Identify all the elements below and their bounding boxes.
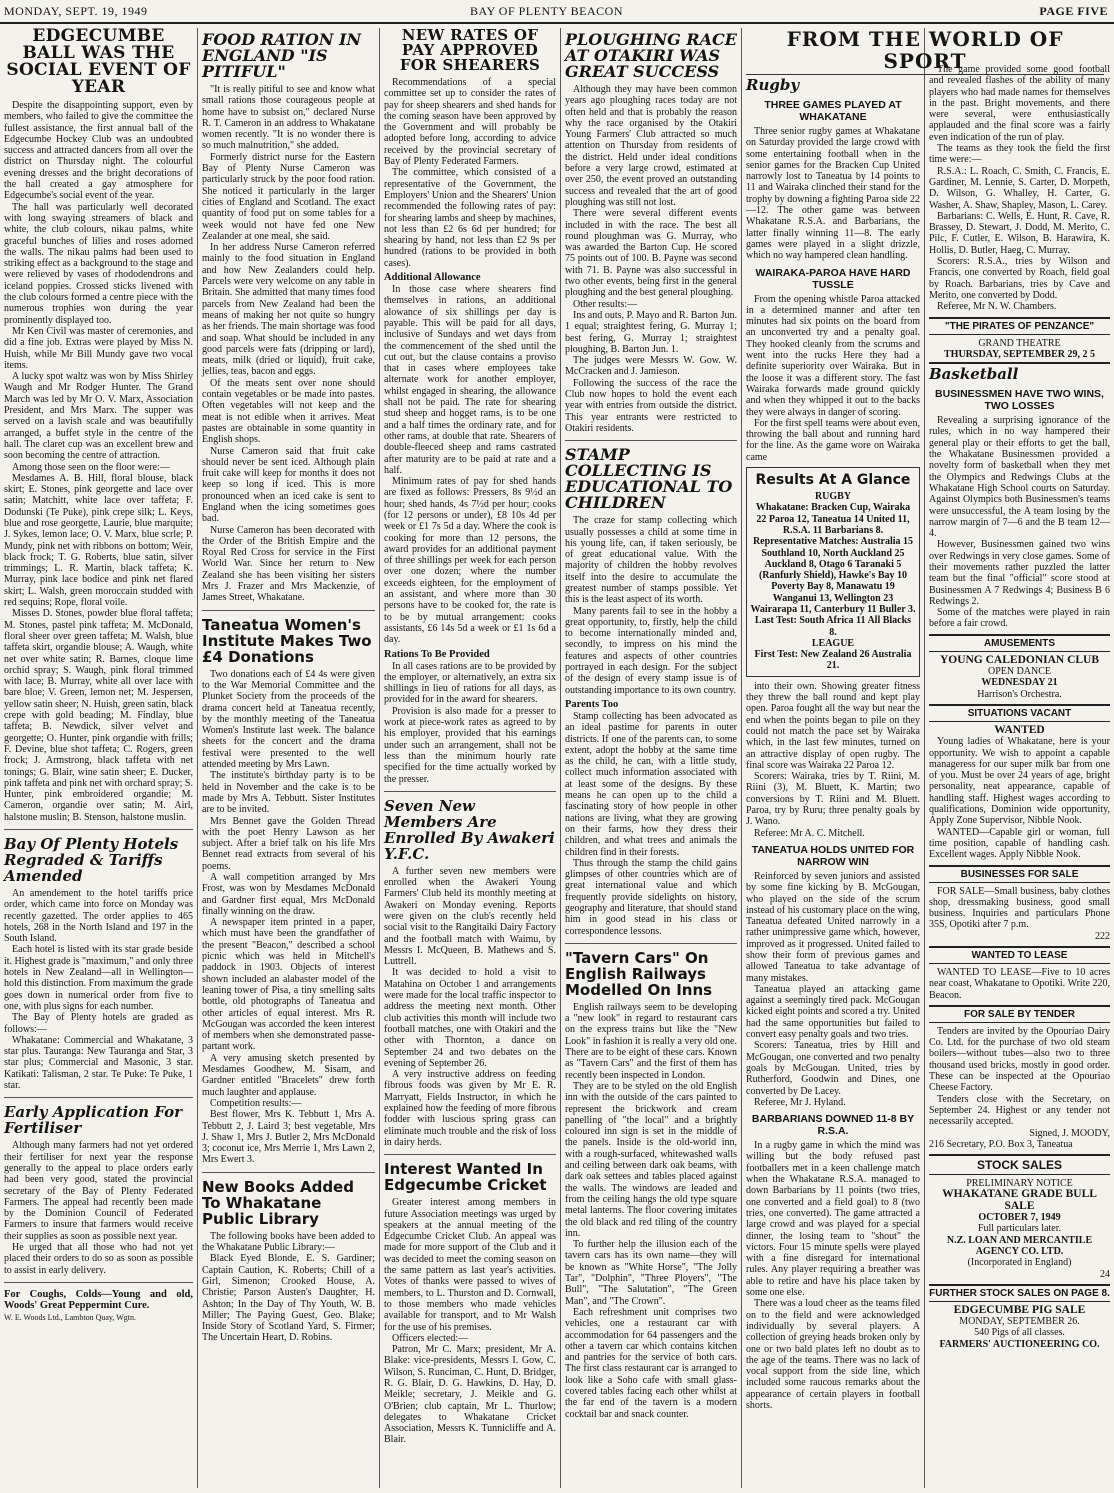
article-paragraph: It was decided to hold a visit to Matahina on October 1 and arrangements were made for the local traffic inspector to address the meeting next month. Other club activities this month will include two football matches, one with Otakiri and the other with Thornton, a dance on September 24 and two debates on the evening of September 26. [384, 967, 556, 1069]
headline-stamp-collecting: STAMP COLLECTING IS EDUCATIONAL TO CHILDREN [565, 445, 733, 513]
column-1 [4, 28, 193, 1490]
ad-line: OCTOBER 7, 1949 [978, 1212, 1061, 1224]
classified-text: WANTED TO LEASE—Five to 10 acres near coast, Whakatane to Opotiki. Write 220, Beacon. [929, 967, 1110, 1001]
article-paragraph: The game provided some good football and revealed flashes of the ability of many players who had made names for themselves in the past. Bright movements, and there were several, were enthusiastically applauded and the final score was a fairly even indication of the run of play. [929, 64, 1110, 143]
classified-number: 24 [1100, 1268, 1110, 1280]
article-paragraph: Competition results:— [210, 1097, 302, 1109]
results-line: Whakatane: Bracken Cup, Wairaka 22 Paroa 12, Taneatua 14 United 11, R.S.A. 11 Barbarians 8. [755, 502, 911, 536]
results-line: First Test: New Zealand 26 Australia 21. [754, 649, 912, 672]
basketball-section-heading: Basketball [929, 362, 1110, 383]
article-paragraph: Reinforced by seven juniors and assisted by some fine kicking by B. McGougan, who played on the side of the scrum instead of his customary place on the wing, Taneatua defeated United narrowly in a rather unimpressive game which, however, improved as it progressed. United failed to show their form of previous games and allowed Taneatua to take advantage of many mistakes. [746, 870, 920, 984]
column-rule [197, 28, 198, 1488]
subheading: WAIRAKA-PAROA HAVE HARD TUSSLE [755, 266, 911, 291]
separator [565, 440, 737, 441]
woods-ad-address: W. E. Woods Ltd., Lambton Quay, Wgtn. [4, 1312, 137, 1322]
article-paragraph: A newspaper item printed in a paper, which must have been the grandfather of the present "Beacon," described a school picnic which was held in Mitchell's paddock in 1903. Objects of interest shown included an alabaster model of the leaning tower of Pisa, a tiny smelling salts bottle, old photographs of Taneatua and other articles of equal interest. Mrs R. McGougan was accorded the keen interest of members when she demonstrated passe-partant work. [202, 917, 375, 1053]
article-paragraph: Mesdames A. B. Hill, floral blouse, black skirt; E. Stones, pink georgette and lace over satin; Matchitt, white lace over taffeta; F. Dodunski (Te Puke), pink crepe silk; L. Keys, blue and rose georgette, Laurie, blue marquite; J. Sykes, lemon lace; O. V. Marx, blue scrle; P. Mundy, pink net with ribbons on bottom; Weir, black frock; T. G. Roberts, blue satin, silver trimmings; L. R. Martin, black taffeta; K. Murray, pink lace bodice and pink net flared skirt; L. Walsh, green moroccain studded with red sequins; Rope, floral voile. [4, 472, 193, 609]
masthead [0, 0, 1114, 24]
separator [384, 791, 556, 792]
headline-taneatua-institute: Taneatua Women's Institute Makes Two £4 Donations [202, 615, 372, 666]
column-3 [384, 28, 556, 1490]
ad-line: N.Z. LOAN AND MERCANTILE AGENCY CO. LTD. [946, 1234, 1093, 1257]
article-paragraph: In those case where shearers find themselves in rations, an additional alowance of six shillings per day is payable. This will be paid for all days, inclusive of Sundays and wet days from the commencement of the shed until the cut out, but the clause contains a proviso that in cases where employees take alternate work for another employer, whilst engaged in shearing, the allowance shall not be paid. The rate for shearing stud sheep and hogget rams, is to be one and a half times the ordinary rate, and for other rams, at double that rate. Shearers of double-fleeced sheep and rams castrated after maturity are to be paid at rate and a half. [384, 284, 556, 476]
article-paragraph: Whakatane: Commercial and Whakatane, 3 star plus. Tauranga: New Tauranga and Star, 3 star plus; Commercial and Masonic, 3 star. Katikati: Talisman, 2 star. Te Puke: Te Puke, 1 star. [4, 1034, 193, 1092]
article-paragraph: Although they may have been common years ago ploughing races today are not often held and that is probably the reason why the race organised by the Otakiri Young Farmers' Club attracted so much attention on Thursday from residents of the district. Held under ideal conditions before a very large crowd, estimated at over 250, the event proved an outstanding success and revealed that the art of good ploughing was still not lost. [565, 84, 737, 208]
ad-line: FARMERS' AUCTIONEERING CO. [939, 1338, 1100, 1350]
article-paragraph: Three senior rugby games at Whakatane on Saturday provided the large crowd with some entertaining football when in the senior games for the Bracken Cup United narrowly lost to Taneatua by 14 points to 11 and Wairaka clinched their stand for the trophy by downing a fighting Paroa side 22—12. The other game was between Whakatane R.S.A. and Barbarians, the latter finally winning 11—8. The early games were played in a slight drizzle, which no way hampered clean handling. [746, 126, 920, 262]
classified-text: Tenders close with the Secretary, on September 24. Highest or any tender not necessarily accepted. [929, 1093, 1110, 1128]
headline-early-fertiliser: Early Application For Fertiliser [4, 1103, 183, 1138]
separator [4, 1097, 193, 1098]
article-paragraph: Ins and outs, P. Mayo and R. Barton Jun. 1 equal; straightest fering, G. Murray 1; best fering, G. Murray 1; straightest ploughing, B. Barton Jun. 1. [565, 309, 737, 355]
article-paragraph: Mr Ken Civil was master of ceremonies, and did a fine job. Extras were played by Miss N. Huish, while Mr Bill Mundy gave two vocal items. [4, 325, 193, 371]
article-paragraph: He urged that all those who had not yet placed their orders to do so as soon as possible to assist in early delivery. [4, 1242, 193, 1276]
column-rule [379, 28, 380, 1488]
article-paragraph: Scorers: R.S.A., tries by Wilson and Francis, one converted by Roach, field goal by Roach. Barbarians, tries by Cave and Merito, one converted by Dodd. [929, 256, 1110, 301]
classified-signature: Signed, J. MOODY, [1029, 1127, 1110, 1139]
subheading: Additional Allowance [384, 272, 481, 284]
rugby-section-heading: Rugby [746, 76, 800, 94]
article-paragraph: Recommendations of a special committee set up to consider the rates of pay for sheep shearers and shed hands for the coming season have been approved by the Government and will probably be adopted before long, according to advice received by the provincial secretary of Bay of Plenty Federated Farmers. [384, 77, 556, 168]
article-paragraph: In all cases rations are to be provided by the employer, or alternatively, an extra six shillings in lieu of rations for all days, as provided for in the award for shearers. [384, 660, 556, 706]
businesses-for-sale-heading: BUSINESSES FOR SALE [929, 865, 1110, 883]
ad-line: Harrison's Orchestra. [977, 688, 1062, 700]
article-paragraph: A lucky spot waltz was won by Miss Shirley Waugh and Mr Rodger Hunter. The Grand March was led by Mr O. V. Marx, Association President, and Mrs Marx. The supper was served on a lavish scale and was beautifully arranged, a buffet style in the centre of the hall. The claret cup was an excellent brew and soon becoming the centre of attraction. [4, 371, 193, 462]
woods-peppermint-ad: For Coughs, Colds—Young and old, Woods' Great Peppermint Cure. [4, 1288, 193, 1312]
article-paragraph: In her address Nurse Cameron referred mainly to the food situation in England and how New Zealanders could help. Parcels were very welcome on any table in Britain. She admitted that many times food parcels from New Zealand had been the means of making her not quite so hungry as her friends. The main shortage was food and soap. What should be included in any good parcels were fats (dripping or lard), meats, milk (dried or liquid), fruit cake, jellies, teas, bacon and eggs. [202, 242, 375, 378]
stock-sales-heading: STOCK SALES [929, 1154, 1110, 1175]
article-paragraph: Black Eyed Blonde, E. S. Gardiner; Captain Caution, K. Roberts; Chill of a Girl, Simenon; Crooked House, A. Christie; Parson Austen's Daughter, H. Ashton; In the Day of Thy Youth, W. B. Miller; The Paying Guest, Geo. Blake; Inside Story of Scotland Yard, S. Firmer; The Uncertain Heart, D. Robins. [202, 1253, 375, 1344]
article-paragraph: Officers elected:— [392, 1332, 469, 1344]
column-rule [924, 28, 925, 1488]
article-paragraph: Revealing a surprising ignorance of the rules, which in no way hampered their general play or their efforts to get the ball, the Whakatane Businessmen provided a novelty form of basketball when they met the Olympics and Redwings Clubs at the Whakatane High School courts on Saturday. Against Olympics both Businessmen's teams were unsuccessful, the A team losing by the narrow margin of 7—6 and the B team 12—4. [929, 415, 1110, 540]
article-paragraph: Some of the matches were played in rain before a fair crowd. [929, 607, 1110, 630]
article-paragraph: For the first spell teams were about even, throwing the ball about and running hard for the line. As the game wore on Wairaka came [746, 417, 920, 463]
column-4 [565, 28, 737, 1490]
article-paragraph: A wall competition arranged by Mrs Frost, was won by Mesdames McDonald and Gardner first equal, Mrs McDonald finally winning on the draw. [202, 872, 375, 917]
headline-edgecumbe-ball: EDGECUMBE BALL WAS THE SOCIAL EVENT OF YEAR [6, 26, 191, 97]
article-paragraph: The hall was particularly well decorated with long swaying streamers of black and white, the club colours, nikau palms, white graceful bunches of lilies and roses adorned the walls. The nikau palms had been used to striking effect as a background to the stage and were relieved by vases of rhododendrons and iceland poppies. Crossed sticks livened with the club colours formed a centre piece with the numerous trophies won during the year prominently displayed too. [4, 201, 193, 326]
article-paragraph: Stamp collecting has been advocated as an ideal pastime for parents in outer districts. If one of the parents can, to some extent, adopt the hobby at the same time as the child, he can, with a little study, collect much information associated with at least some of the designs. By these means he can open up to the child a fascinating story of how people in other nations are living, what they are growing on their farms, how they dress their children, and what trees and animals the children find in their forests. [565, 710, 737, 858]
article-paragraph: Provision is also made for a presser to work at piece-work rates as agreed to by his employer, provided that his earnings under such an arrangement, shall not be less than the minimum hourly rate specified for the time actually worked by the presser. [384, 705, 556, 785]
article-paragraph: Taneatua played an attacking game against a seemingly tired pack. McGougan kicked eight points and scored a try. United had the same opportunities but failed to convert easy penalty goals and two tries. [746, 983, 920, 1041]
sport-section-heading: FROM THE WORLD OF SPORT [746, 28, 1104, 75]
article-paragraph: Misses D. Stones, powder blue floral taffeta; M. Stones, pastel pink taffeta; M. McDonald, floral sheer over green taffeta; M. Walsh, blue taffeta skirt, organdie blouse; A. Waugh, white net over white satin; R. Barnes, cloque lime orchid spray; S. Waugh, pink floral trimmed with lace; B. Murray, white all over lace with bare bloe; V. Green, lemon net; M. Jespersen, yellow satin sheer; N. Huish, green satin, black crepe with gold beading; M. Findlay, blue taffeta; B. Newdick, silver velvet and georgette; O. Hunter, pink organdie with frills; F. Devine, blue shot taffeta; C. Rogers, green frock; J. Armstrong, black taffeta with net tonings; G. Blair, wine satin sheer; E. Ducker, pink taffeta and pink net with orchard spray; S. Hunter, pink embroidered organdie; M. Cameron, organdie over satin; M. Airl, halstone muslin; B. Stenson, halstone muslin. [4, 608, 193, 823]
subheading: BARBARIANS DOWNED 11-8 BY R.S.A. [751, 1113, 915, 1138]
column-rule [741, 28, 742, 1488]
separator [202, 610, 375, 611]
article-paragraph: into their own. Showing greater fitness they threw the ball round and kept play open. Paroa fought all the way but near the end when the points began to pile on they could not match the pace set by Wairaka which, in the last few minutes, turned on an attractive display of open rugby. The final score was Wairaka 22 Paroa 12. [746, 680, 920, 771]
column-rule [560, 28, 561, 1488]
subheading: THREE GAMES PLAYED AT WHAKATANE [764, 99, 902, 123]
headline-edgecumbe-cricket: Interest Wanted In Edgecumbe Cricket [384, 1160, 547, 1195]
masthead-page: PAGE FIVE [1039, 4, 1108, 18]
article-paragraph: Many parents fail to see in the hobby a great opportunity, to, firstly, help the child to become internationally minded and, secondly, to impress on his mind the features and aspects of other countries portrayed in each design. For the subject of the design of every stamp issue is of outstanding importance to its own country. [565, 605, 737, 696]
column-2 [202, 28, 375, 1490]
article-paragraph: There was a loud cheer as the teams filed on to the field and were acknowledged individually by several players. A collection of greying heads broken only by one or two bald plates left no doubt as to the age of the teams. There was no lack of vocal support from the side line, which included some raucous remarks about the appearance of certain players in football shorts. [746, 1298, 920, 1411]
article-paragraph: Following the success of the race the Club now hopes to hold the event each year with entries from outside the district. This year entrants were restricted to Otakiri residents. [565, 377, 737, 434]
ad-line: MONDAY, SEPTEMBER 26. [959, 1316, 1080, 1328]
headline-ploughing-race: PLOUGHING RACE AT OTAKIRI WAS GREAT SUCCESS [565, 30, 737, 81]
situations-vacant-heading: SITUATIONS VACANT [929, 704, 1110, 722]
headline-new-books: New Books Added To Whakatane Public Library [202, 1177, 354, 1228]
article-paragraph: Of the meats sent over none should contain vegetables or be made into pastes. Often vegetables will not keep and the meat is not edible when it arrives. Meat pastes are obtainable in some quantity in English shops. [202, 377, 375, 446]
classified-number: 222 [1095, 930, 1110, 942]
results-line: Representative Matches: Australia 15 Southland 10, North Auckland 25 Auckland 8, Otago 6 Taranaki 5 (Ranfurly Shield), Hawke's Bay 10 Poverty Bay 8, Manawatu 19 Wanganui 13, Wellington 23 Wairarapa 11, Canterbury 11 Buller 3. [750, 536, 916, 615]
column-6 [929, 64, 1110, 1490]
classified-text: FOR SALE—Small business, baby clothes shop, dressmaking business, good small business. Inquiries and particulars Phone 35S, Opotiki after 7 p.m. [929, 885, 1110, 931]
results-at-a-glance-box [746, 467, 920, 677]
results-line: Last Test: South Africa 11 All Blacks 8. [754, 615, 912, 638]
article-paragraph: Minimum rates of pay for shed hands are fixed as follows: Pressers, 8s 9½d an hour; shed hands, 4s 7½d per hour; cooks (for 12 persons or under), £8 10s 4d per week or £1 7s 5d a day. Where the cook is cooking for more than 12 persons, the award provides for an additional payment of three shillings per week for each person over one dozen; where the number exceeds eighteen, for the employment of an assistant, and where more than 30 persons have to be cooked for, the rate is to be by mutual arrangement: cooks assistants, £6 14s 5d a week or £1 1s 6d a day. [384, 476, 556, 646]
wanted-to-lease-heading: WANTED TO LEASE [929, 946, 1110, 964]
subheading: Parents Too [565, 698, 619, 710]
article-paragraph: "It is really pitiful to see and know what small rations those courageous people at home have to subsist on," declared Nurse R. T. Cameron in an address to Whakatane women recently. "It is no wonder there is so much malnutrition," she added. [202, 84, 375, 152]
wanted-heading: WANTED [994, 723, 1045, 736]
separator [202, 1172, 375, 1173]
article-paragraph: A further seven new members were enrolled when the Awakeri Young Farmers' Club held its monthly meeting at Awakeri on Monday evening. Reports were given on the club's recently held social visit to the Rangitaiki Dairy Factory and the football match with Waimu, by Messrs I. McQueen, B. Mathews and S. Luttrell. [384, 865, 556, 968]
article-paragraph: They are to be styled on the old English inn with the outside of the cars painted to represent the brickwork and cream panelling of "the local" and a brightly coloured inn sign is set in the middle of the panels. Inside is the old-world inn, with a rough-surfaced, whitewashed walls and ceiling between dark oak beams, with dark oak settees and tables placed against the walls. The windows are leaded and from the ceiling hangs the old type square metal lanterns. The floor covering imitates the old black and red tiling of the country inn. [565, 1080, 737, 1239]
subheading: TANEATUA HOLDS UNITED FOR NARROW WIN [751, 843, 915, 868]
article-paragraph: Mrs Bennet gave the Golden Thread with the poet Henry Lawson as her subject. After a brief talk on his life Mrs Bennet read extracts from several of his poems. [202, 815, 375, 872]
article-paragraph: Greater interest among members in future Association meetings was urged by speakers at the annual meeting of the Edgecumbe Cricket Club. An appeal was made for more support of the Club and it was decided to meet the coming season on the same pattern as last year's activities. Votes of thanks were passed to wives of members, to L. Thurston and D. Cornwall, to those members who made vehicles available for transport, and to Mr Walsh for the use of his premises. [384, 1197, 556, 1333]
article-paragraph: A very amusing sketch presented by Mesdames Goodhew, M. Sisam, and Gardner entitled "Bracelets" drew forth much laughter and applause. [202, 1052, 375, 1098]
amusements-heading: AMUSEMENTS [929, 634, 1110, 652]
ad-line: 540 Pigs of all classes. [974, 1327, 1065, 1339]
ad-line: Full particulars later. [977, 1223, 1062, 1235]
classified-text: Young ladies of Whakatane, here is your opportunity. We wish to appoint a capable manageress for our super milk bar from one of you. Must be over 24 years of age, bright personality, neat appearance, capable of handling staff. Highest wages according to qualifications, Dominion wide opportunity, Apply Zone Supervisor, Nibble Nook. [929, 736, 1110, 827]
ad-line: WHAKATANE GRADE BULL SALE [942, 1188, 1097, 1212]
ad-line: YOUNG CALEDONIAN CLUB [939, 653, 1100, 666]
headline-awakeri-yfc: Seven New Members Are Enrolled By Awakeri Y.F.C. [384, 796, 555, 863]
theatre-name: GRAND THEATRE [978, 337, 1061, 349]
article-paragraph: Thus through the stamp the child gains glimpses of other countries which are of great international value and which frequently provide sidelights on history, geography and literature, that should stand him in good stead in his class or correspondence lessons. [565, 857, 737, 937]
article-paragraph: From the opening whistle Paroa attacked in a determined manner and after ten minutes had six points on the board from an unconverted try and a penalty goal. They hooked cleanly from the scrums and went into the rucks Here they had a definite superiority over Wairaka. But in the loose it was a different story. The fast Wairaka forwards made ground quickly and when they whipped it out to the backs they were always in danger of scoring. [746, 293, 920, 418]
headline-hotels-regraded: Bay Of Plenty Hotels Regraded & Tariffs Amended [4, 835, 179, 885]
headline-tavern-cars: "Tavern Cars" On English Railways Modelled On Inns [565, 948, 713, 999]
article-paragraph: The Bay of Plenty hotels are graded as follows:— [4, 1012, 193, 1035]
headline-food-ration: FOOD RATION IN ENGLAND "IS PITIFUL" [202, 30, 362, 81]
article-paragraph: Each refreshment unit comprises two vehicles, one a restaurant car with accommodation for 64 passengers and the other a tavern car which contains kitchen and pantries for the service of both cars. The first class restaurant car is arranged to look like a Soho cafe with small glass-covered tables facing each other whilst at the far end of the tavern is a modern cocktail bar and snack counter. [565, 1306, 737, 1420]
article-paragraph: The committee, which consisted of a representative of the Government, the Employers' Union and the Shearers' Union recommended the following rates of pay: for shearing lambs and sheep by machines, not less than £2 6s 6d per hundred; for shearing by hand, not less than £2 9s per hundred (rations to be provided in both cases). [384, 167, 556, 269]
classified-signature: 216 Secretary, P.O. Box 3, Taneatua [929, 1138, 1073, 1150]
ad-line: WEDNESDAY 21 [981, 677, 1058, 689]
classified-text: Tenders are invited by the Opouriao Dairy Co. Ltd. for the purchase of two old steam boilers—without tubes—also two to three thousand used bricks, mostly in good order. These can be inspected at the Opouriao Cheese Factory. [929, 1025, 1110, 1094]
subheading: Rations To Be Provided [384, 648, 490, 660]
ad-line: OPEN DANCE [987, 666, 1052, 678]
further-stock-sales: FURTHER STOCK SALES ON PAGE 8. [929, 1284, 1110, 1302]
article-paragraph: English railways seem to be developing a "new look" in regard to restaurant cars on the express trains but like the "New Look" in fashion it is really a very old one. There are to be eight of these cars. Known as "Tavern Cars" and the first of them has recently been inspected in London. [565, 1001, 737, 1081]
article-paragraph: Formerly district nurse for the Eastern Bay of Plenty Nurse Cameron was particularly struck by the poor food ration. She noticed it particularly in the larger cities of England and Scotland. The exact quantity of food put on some tables for a week would not have fed one New Zealander at one meal, she said. [202, 151, 375, 242]
results-line: LEAGUE [811, 637, 855, 649]
article-paragraph: Nurse Cameron has been decorated with the Order of the British Empire and the Royal Red Cross for service in the First World War. Since her return to New Zealand she has been visiting her sisters Mrs J. Frazer and Mrs Mackenzie, of James Street, Whakatane. [202, 524, 375, 604]
separator [4, 1282, 193, 1283]
article-paragraph: Nurse Cameron said that fruit cake should never be sent iced. Although plain fruit cake will keep for months it does not keep so long if iced. This is more pronounced when an iced cake is sent to England when the icing sometimes goes bad. [202, 445, 375, 525]
article-paragraph: Referee, Mr N. W. Chambers. [937, 301, 1057, 313]
article-paragraph: There were several different events included in with the race. The best all round ploughman was G. Murray, who was awarded the Barton Cup. He scored 75 points out of 100. B. Payne was second with 71. B. Payne was also successful in two other events, being first in the general ploughing and the best general ploughing. [565, 208, 737, 299]
article-paragraph: To further help the illusion each of the tavern cars has its own name—they will be known as "White Horse", "The Jolly Tar", "Dolphin", "Three Ployers", "The Bull", "The Salutation", "The Green Man", and "The Crown". [565, 1239, 737, 1307]
article-paragraph: Best flower, Mrs K. Tebbutt 1, Mrs A. Tebbutt 2, J. Laird 3; best vegetable, Mrs J. Shaw 1, Mrs J. Butler 2, Mrs McDonald 3; coconut ice, Mrs Merrie 1, Mrs Lawn 2, Mrs Ewert 3. [202, 1109, 375, 1166]
article-paragraph: The institute's birthday party is to be held in November and the cake is to be made by Mrs A. Tebbutt. Sister Institutes are to be invited. [202, 770, 375, 816]
article-paragraph: Despite the disappointing support, even by members, who failed to give the committee the fullest assistance, the first annual ball of the Edgecumbe Hockey Club was an undoubted success and attracted dancers from all over the district on Thursday night. The colourful evening dresses and the bright decorations of the hall created a gay atmosphere for Edgecumbe's social event of the year. [4, 100, 193, 202]
for-sale-by-tender-heading: FOR SALE BY TENDER [929, 1005, 1110, 1023]
article-paragraph: In a rugby game in which the mind was willing but the body refused past footballers met in a keen challenge match when the Whakatane R.S.A. managed to down Barbarians by 11 points (two tries, one converted and a field goal) to 8 (two tries, one converted). The game attracted a large crowd and was played for a special dinner, the losing team to "shout" the victors. Four 15 minute spells were played with a fine disregard for international rules. Any player requiring a breather was able to retire and have his place taken by some one else. [746, 1140, 920, 1299]
classified-text: WANTED—Capable girl or woman, full time position, capable of handling cash. Excellent wages. Apply Nibble Nook. [929, 826, 1110, 861]
article-paragraph: Barbarians: C. Wells, E. Hunt, R. Cave, R. Brassey, D. Stewart, J. Dodd, M. Merito, C. Pilc, F. Cutler, E. Wilson, B. Harawira, K. Hollis, D. Butler, Haeg, C. Murray. [929, 210, 1110, 256]
results-title: Results At A Glance [755, 472, 911, 489]
article-paragraph: The teams as they took the field the first time were:— [929, 143, 1110, 166]
article-paragraph: An amendement to the hotel tariffs price order, which came into force on Monday was recently gazetted. The order applies to 465 hotels, 268 in the North Island and 197 in the South Island. [4, 888, 193, 945]
article-paragraph: R.S.A.: L. Roach, C. Smith, C. Francis, E. Gardiner, M. Lennie, S. Carter, D. Morpeth, D. Wilson, G. Whalley, H. Carter, G. Washer, A. Shaw, Shapley, Mason, L. Carey. [929, 165, 1110, 211]
article-paragraph: Among those seen on the floor were:— [12, 461, 170, 473]
article-paragraph: Scorers: Taneatua, tries by Hill and McGougan, one converted and two penalty goals by McGougan. United, tries by Rutherford, Goodwin and Dines, one converted by De Lacey. [746, 1040, 920, 1097]
headline-shearers-pay: NEW RATES OF PAY APPROVED FOR SHEARERS [399, 26, 541, 74]
masthead-date: MONDAY, SEPT. 19, 1949 [4, 4, 148, 18]
article-paragraph: Two donations each of £4 4s were given to the War Memorial Committee and the Plunket Society from the proceeds of the drama concert held at Taneatua recently, by the monthly meeting of the Taneatua Women's Institute last week. The balance sheets for the concert and the drama festival were presented to the well attended meeting by Mrs Lawn. [202, 668, 375, 771]
article-paragraph: However, Businessmen gained two wins over Redwings in very close games. Some of their movements rather puzzled the latter team but the final "official" score stood at Businessmen A 7 Redwings 4; Business B 6 Redwings 2. [929, 539, 1110, 607]
article-paragraph: Scorers: Wairaka, tries by T. Riini, M. Riini (3), M. Bluett, K. Martin; two conversions by T. Riini and M. Bluett. Paroa, try by Ruru; three penalty goals by J. Wano. [746, 771, 920, 828]
article-paragraph: Referee: Mr A. C. Mitchell. [754, 827, 865, 839]
pirates-ad-heading: "THE PIRATES OF PENZANCE" [929, 317, 1110, 335]
ad-line: PRELIMINARY NOTICE [966, 1178, 1073, 1190]
article-paragraph: Referee, Mr J. Hyland. [754, 1096, 846, 1108]
masthead-title: BAY OF PLENTY BEACON [470, 4, 624, 18]
article-paragraph: A very instructive address on feeding fibrous foods was given by Mr E. R. Marryatt, Fields Instructor, in which he explained how the feeding of more fibrous fodder with luscious spring grass can eliminate much trouble and the risk of loss in dairy herds. [384, 1069, 556, 1148]
article-paragraph: Each hotel is listed with its star grade beside it. Highest grade is "maximum," and only three hotels in New Zealand—all in Wellington—hold this distinction. From maximum the grade goes down in numerical order from five to one, with plus signs for each number. [4, 944, 193, 1012]
pig-sale-heading: EDGECUMBE PIG SALE [953, 1303, 1086, 1316]
ad-line: (Incorporated in England) [967, 1257, 1072, 1269]
subheading: BUSINESSMEN HAVE TWO WINS, TWO LOSSES [935, 388, 1104, 413]
article-paragraph: Although many farmers had not yet ordered their fertiliser for next year the response generally to the appeal to place orders early had been very good, stated the provincial secretary of the Bay of Plenty Federated Farmers. The appeal had recently been made by the Dominion Council of Federated Farmers to insure that farmers would receive their supplies as soon as possible next year. [4, 1140, 193, 1242]
article-paragraph: The following books have been added to the Whakatane Public Library:— [202, 1230, 375, 1254]
article-paragraph: Other results:— [573, 298, 638, 310]
separator [4, 829, 193, 830]
article-paragraph: Patron, Mr C. Marx; president, Mr A. Blake: vice-presidents, Messrs I. Gow, C. Wilson, S. Runciman, C. Hunt, D. Bridger, R. G. Blair, D. G. Hawkins, D. Hay, D. Meikle; secretary, J. Meikle and G. O'Brien; club captain, Mr L. Thurlow; delegates to Whakatane Cricket Association, Messrs K. Tunnicliffe and A. Blair. [384, 1344, 556, 1446]
theatre-date: THURSDAY, SEPTEMBER 29, 2 5 [944, 348, 1095, 360]
article-paragraph: The judges were Messrs W. Gow. W. McCracken and J. Jamieson. [565, 355, 737, 378]
separator [384, 1154, 556, 1155]
separator [565, 943, 737, 944]
article-paragraph: The craze for stamp collecting which usually possesses a child at some time in his young life, can, if taken seriously, be of great educational value. With the majority of children the hobby revolves itself into the desire to accumulate the greatest number of stamps possible. Yet this is the least aspect of its worth. [565, 515, 737, 606]
results-line: RUGBY [814, 491, 852, 503]
